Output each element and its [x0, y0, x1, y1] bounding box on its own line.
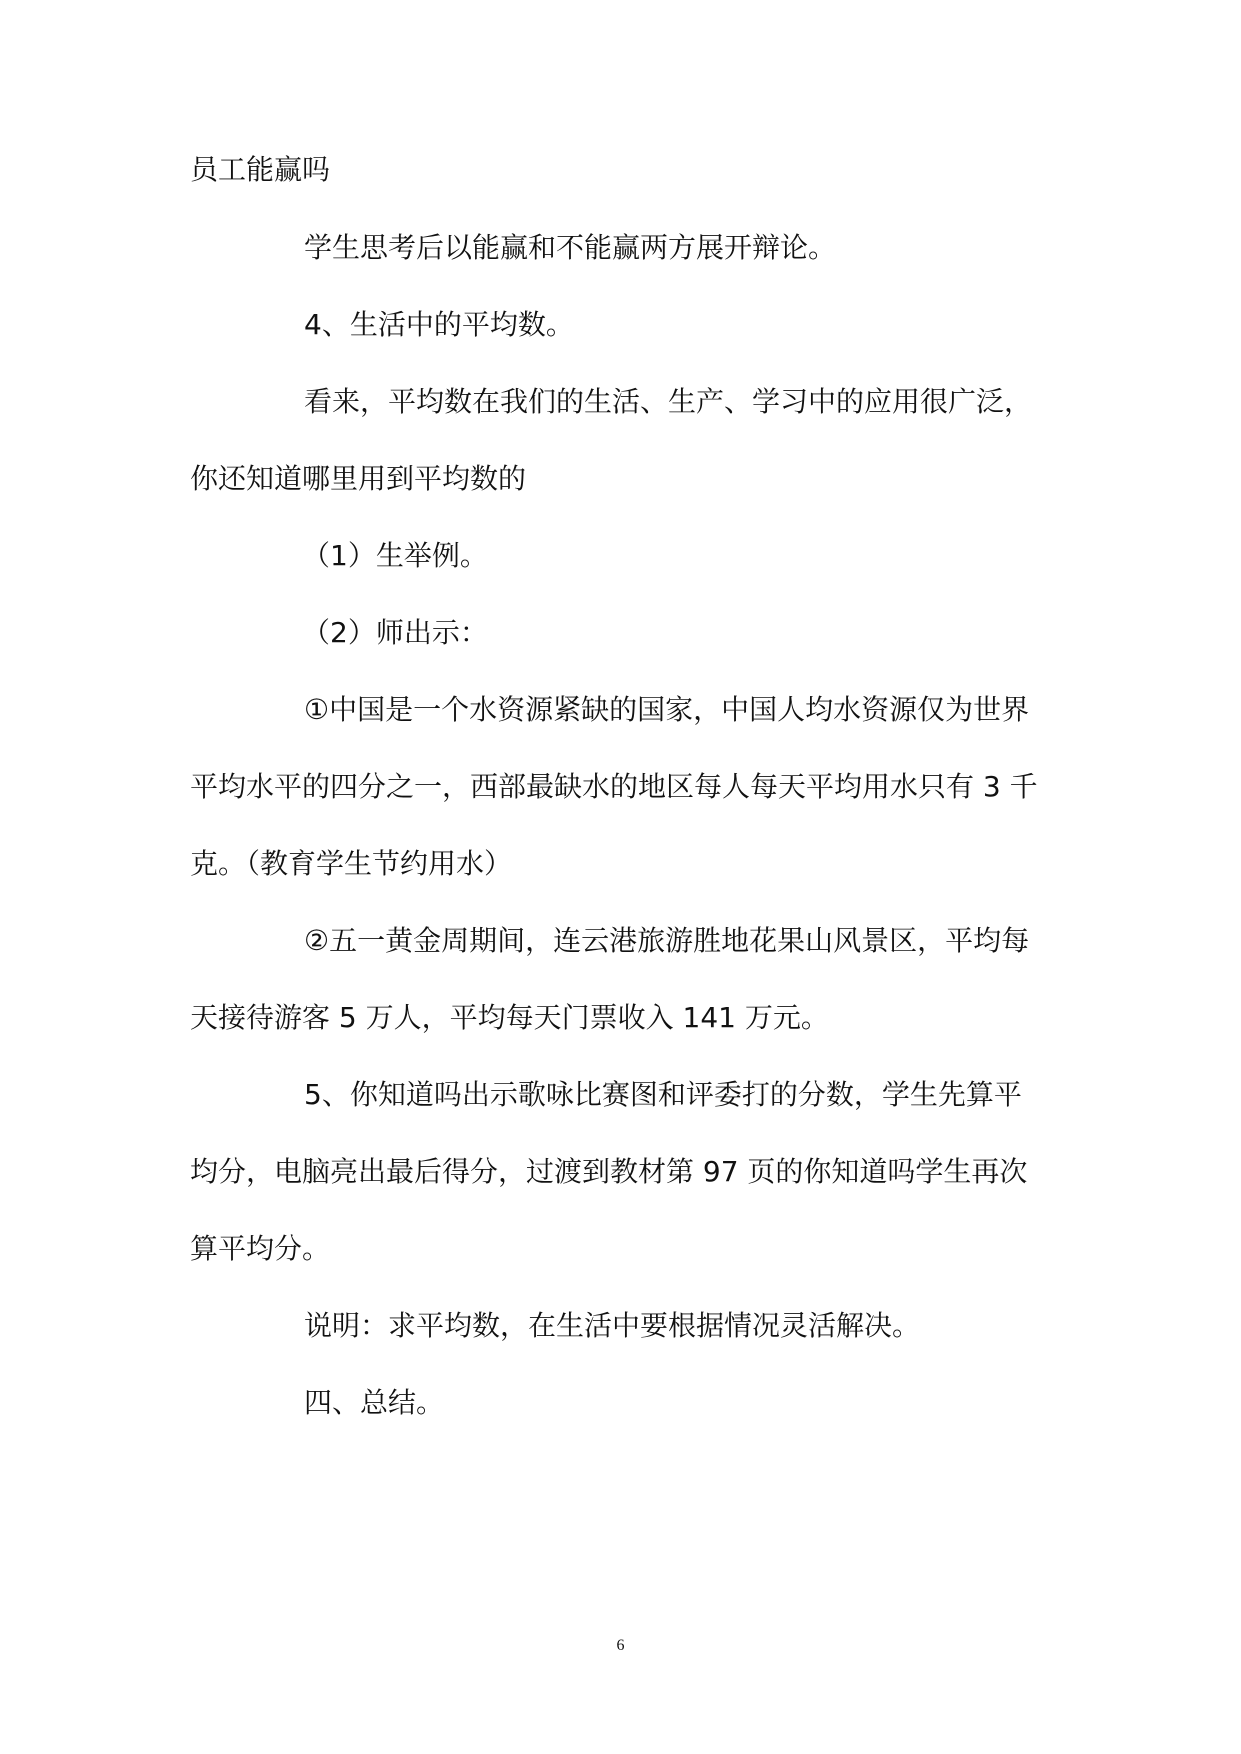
text-line: 平均水平的四分之一，西部最缺水的地区每人每天平均用水只有 3 千 — [190, 770, 1038, 803]
text-line: 克。（教育学生节约用水） — [190, 847, 513, 880]
text-line: ①中国是一个水资源紧缺的国家，中国人均水资源仅为世界 — [304, 693, 1030, 726]
text-line: 学生思考后以能赢和不能赢两方展开辩论。 — [304, 231, 837, 264]
text-line: 均分，电脑亮出最后得分，过渡到教材第 97 页的你知道吗学生再次 — [190, 1155, 1028, 1188]
page-number: 6 — [616, 1637, 625, 1654]
list-item: （2）师出示： — [302, 616, 488, 649]
text-line: 员工能赢吗 — [190, 153, 331, 186]
text-line: 看来，平均数在我们的生活、生产、学习中的应用很广泛， — [304, 385, 1033, 418]
section-heading: 四、总结。 — [304, 1386, 445, 1419]
list-item: （1）生举例。 — [302, 539, 488, 572]
text-line: 说明：求平均数，在生活中要根据情况灵活解决。 — [304, 1309, 921, 1342]
section-heading: 5、你知道吗出示歌咏比赛图和评委打的分数，学生先算平 — [304, 1078, 1022, 1111]
section-heading: 4、生活中的平均数。 — [304, 308, 574, 341]
text-line: 算平均分。 — [190, 1232, 331, 1265]
text-line: ②五一黄金周期间，连云港旅游胜地花果山风景区，平均每 — [304, 924, 1030, 957]
text-line: 你还知道哪里用到平均数的 — [190, 462, 527, 495]
text-line: 天接待游客 5 万人，平均每天门票收入 141 万元。 — [190, 1001, 829, 1034]
